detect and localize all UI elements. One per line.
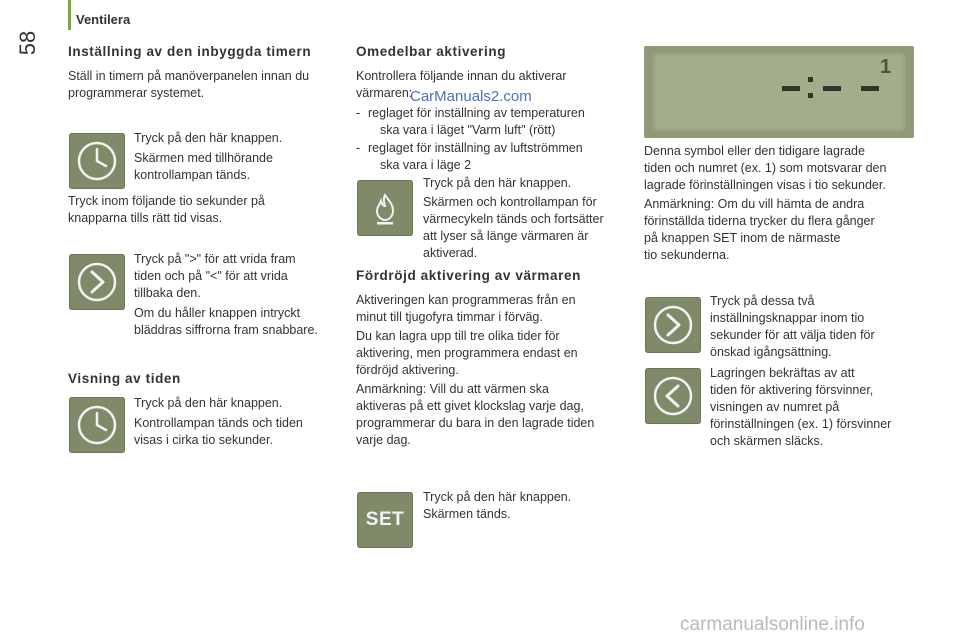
section-title: Ventilera	[76, 12, 131, 27]
arrow-hold-note: Om du håller knappen intryckt bläddras siffrorna fram snabbare.	[134, 306, 318, 337]
watermark-bottom: carmanualsonline.info	[680, 614, 865, 635]
heater-icon	[363, 186, 407, 230]
watermark-top: CarManuals2.com	[410, 88, 532, 105]
display-note: Anmärkning: Om du vill hämta de andra förinställda tiderna trycker du flera gånger på knappen SET inom de närmaste tio sekunderna.	[644, 197, 875, 262]
clock2-result: Kontrollampan tänds och tiden visas i cirka tio sekunder.	[134, 416, 303, 447]
confirm-instruction: Lagringen bekräftas av att tiden för aktivering försvinner, visningen av numret på förinställningen (ex. 1) försvinner och skärmen släcks.	[710, 366, 892, 448]
heading-immediate-activation: Omedelbar aktivering	[356, 44, 507, 59]
forward-button[interactable]	[69, 254, 125, 310]
set-instruction: Tryck på den här knappen. Skärmen tänds.	[423, 490, 572, 521]
clock2-instruction: Tryck på den här knappen.	[134, 396, 283, 410]
back-button[interactable]	[645, 368, 701, 424]
bullet-temperature: - reglaget för inställning av temperaturen ska vara i läget "Varm luft" (rött)	[356, 106, 585, 137]
heading-timer-setting: Inställning av den inbyggda timern	[68, 44, 312, 59]
timer-intro: Ställ in timern på manöverpanelen innan du programmerar systemet.	[68, 69, 310, 100]
delayed-para-3: Anmärkning: Vill du att värmen ska aktiveras på ett givet klockslag varje dag, programmerar du bara in den lagrade tiden varje dag.	[356, 382, 595, 447]
timer-display-image	[644, 46, 914, 138]
section-accent-bar	[68, 0, 71, 30]
clock-button[interactable]	[69, 133, 125, 189]
clock-button-2[interactable]	[69, 397, 125, 453]
clock-instruction: Tryck på den här knappen.	[134, 131, 283, 145]
wait-instruction: Tryck inom följande tio sekunder på knapparna tills rätt tid visas.	[68, 194, 265, 225]
heading-delayed-activation: Fördröjd aktivering av värmaren	[356, 268, 581, 283]
arrow-instruction: Tryck på ">" för att vrida fram tiden och på "<" för att vrida tillbaka den.	[134, 252, 296, 300]
chevron-right-icon	[75, 260, 119, 304]
display-screen	[652, 52, 906, 132]
clock-result: Skärmen med tillhörande kontrollampan tänds.	[134, 151, 273, 182]
clock-icon	[75, 139, 119, 183]
delayed-para-1: Aktiveringen kan programmeras från en minut till tjugofyra timmar i förväg.	[356, 293, 576, 324]
heater-result: Skärmen och kontrollampan för värmecykeln tänds och fortsätter att lyser så länge värmaren är aktiverad.	[423, 195, 604, 260]
display-segments	[652, 52, 906, 132]
set-label: SET	[365, 509, 405, 530]
set-button[interactable]	[357, 492, 413, 548]
heater-button[interactable]	[357, 180, 413, 236]
activation-intro: Kontrollera följande innan du aktiverar värmaren:	[356, 69, 567, 100]
chevron-right-icon	[651, 303, 695, 347]
heading-time-display: Visning av tiden	[68, 371, 181, 386]
clock-icon	[75, 403, 119, 447]
delayed-para-2: Du kan lagra upp till tre olika tider för aktivering, men programmera endast en fördröjd aktivering.	[356, 329, 578, 377]
select-time-instruction: Tryck på dessa två inställningsknappar inom tio sekunder för att välja tiden för önskad igångsättning.	[710, 294, 875, 359]
chevron-left-icon	[651, 374, 695, 418]
page-number: 58	[15, 30, 41, 56]
preset-number: 1	[880, 56, 892, 78]
bullet-airflow: - reglaget för inställning av luftströmmen ska vara i läge 2	[356, 141, 583, 172]
heater-instruction: Tryck på den här knappen.	[423, 176, 572, 190]
display-description: Denna symbol eller den tidigare lagrade tiden och numret (ex. 1) som motsvarar den lagrade förinställningen visas i tio sekunder.	[644, 144, 887, 192]
forward-button-2[interactable]	[645, 297, 701, 353]
